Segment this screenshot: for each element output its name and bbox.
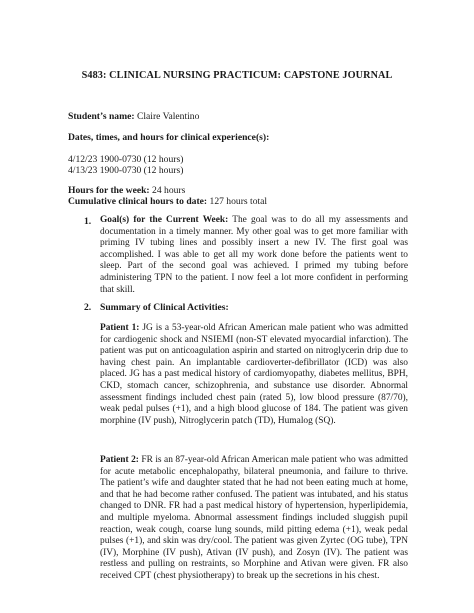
date-entry-2: 4/13/23 1900-0730 (12 hours) [68, 165, 184, 176]
patient-2-text: FR is an 87-year-old African American male patient who was admitted for acute metabolic encephalopathy, bilateral pneumonia, and failure to thrive. The patient’s wife and daughter stated that he had not been eating much at home, and that he had become rather confused. The patient was intubated, and his status changed to DNR. FR had a past medical history of hypertension, hyperlipidemia, and multiple myeloma. Abnormal assessment findings included sluggish pupil reaction, weak cough, coarse lung sounds, mild pitting edema (+1), weak pedal pulses (+1), and skin was dry/cool. The patient was given Zyrtec (OG tube), TPN (IV), Morphine (IV push), Ativan (IV push), and Zosyn (IV). The patient was restless and pulling on restraints, so Morphine and Ativan were given. FR also received CPT (chest physiotherapy) to break up the secretions in his chest. [100, 455, 408, 581]
section-1-heading: Goal(s) for the Current Week: [100, 215, 229, 225]
student-name-line [68, 111, 199, 123]
date-entry-1: 4/12/23 1900-0730 (12 hours) [68, 154, 184, 165]
section-1-number: 1. [84, 216, 92, 227]
patient-2-summary [100, 455, 408, 583]
student-name-label: Student’s name: [68, 111, 135, 122]
patient-1-summary [100, 323, 408, 427]
cumulative-hours-label: Cumulative clinical hours to date: [68, 196, 208, 207]
cumulative-hours-line [68, 196, 267, 208]
hours-week-value: 24 hours [152, 185, 186, 196]
hours-week-label: Hours for the week: [68, 185, 150, 196]
student-name-value: Claire Valentino [136, 111, 200, 122]
section-2-number: 2. [84, 302, 92, 313]
section-2-heading: Summary of Clinical Activities: [100, 302, 229, 313]
patient-1-label: Patient 1: [100, 323, 140, 333]
cumulative-hours-value: 127 hours total [209, 196, 268, 207]
patient-2-label: Patient 2: [100, 455, 139, 465]
section-1-text: The goal was to do all my assessments and documentation in a timely manner. My other goal was to get more familiar with priming IV tubing lines and possibly insert a new IV. The first goal was accomplished. I was able to get all my work done before the patients went to sleep. Part of the second goal was achieved. I primed my tubing before administering TPN to the patient. I now feel a lot more confident in performing that skill. [100, 215, 408, 295]
dates-label: Dates, times, and hours for clinical experience(s): [68, 132, 270, 143]
document-title: S483: CLINICAL NURSING PRACTICUM: CAPSTONE JOURNAL [81, 70, 393, 81]
patient-1-text: JG is a 53-year-old African American male patient who was admitted for cardiogenic shock and NSIEMI (non-ST elevated myocardial infarction). The patient was put on anticoagulation aspirin and started on nitroglycerin drip due to having chest pain. An implantable cardioverter-defibrillator (ICD) was also placed. JG has a past medical history of cardiomyopathy, diabetes mellitus, BPH, CKD, stomach cancer, schizophrenia, and substance use disorder. Abnormal assessment findings included chest pain (rated 5), low blood pressure (87/70), weak pedal pulses (+1), and a high blood glucose of 184. The patient was given morphine (IV push), Nitroglycerin patch (TD), Humalog (SQ). [100, 323, 409, 426]
section-1-goals [100, 215, 408, 296]
